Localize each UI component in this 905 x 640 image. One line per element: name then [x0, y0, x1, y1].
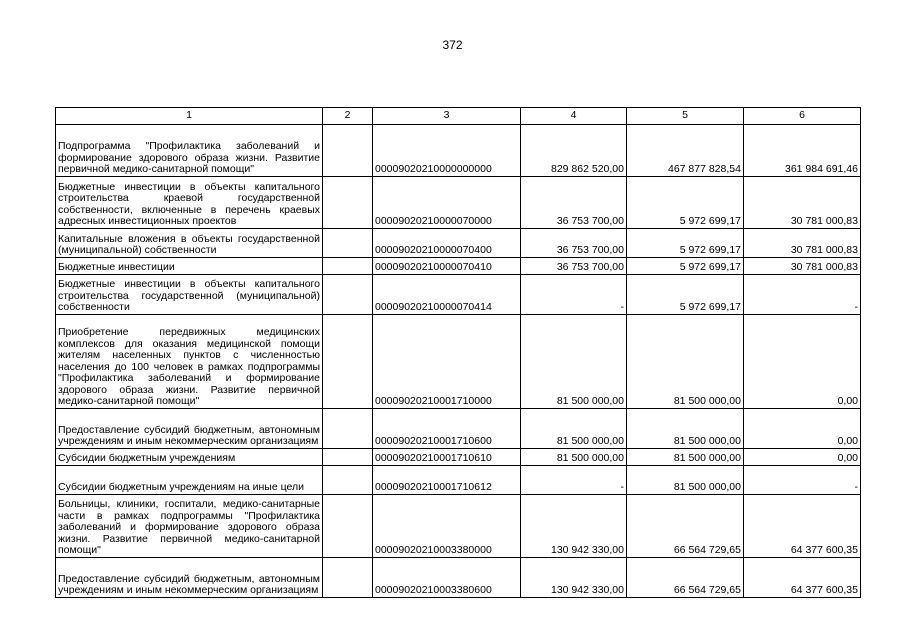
- row-value-5: 5 972 699,17: [627, 275, 744, 315]
- row-col-2: [323, 275, 373, 315]
- table-row: [56, 449, 861, 466]
- row-code: 00009020210000070414: [373, 275, 521, 315]
- table-row: [56, 125, 861, 177]
- row-name: Предоставление субсидий бюджетным, автономным учреждениям и иным некоммерческим организациям: [56, 558, 323, 598]
- row-value-5: 66 564 729,65: [627, 495, 744, 558]
- row-value-6: 64 377 600,35: [744, 558, 861, 598]
- row-value-4: 36 753 700,00: [521, 258, 627, 275]
- row-value-4: 36 753 700,00: [521, 177, 627, 229]
- table-row: [56, 229, 861, 258]
- row-value-4: 81 500 000,00: [521, 409, 627, 449]
- row-code: 00009020210001710610: [373, 449, 521, 466]
- table-row: [56, 275, 861, 315]
- header-col-6: 6: [744, 108, 861, 125]
- table-row: [56, 409, 861, 449]
- row-col-2: [323, 449, 373, 466]
- row-name: Приобретение передвижных медицинских комплексов для оказания медицинской помощи жителям населенных пунктов с численностью населения до 100 человек в рамках подпрограммы "Профилактика заболеваний и формирование здорового образа жизни. Развитие первичной медико-санитарной помощи": [56, 315, 323, 409]
- table-row: [56, 466, 861, 495]
- row-value-5: 81 500 000,00: [627, 449, 744, 466]
- row-value-5: 5 972 699,17: [627, 258, 744, 275]
- row-name: Субсидии бюджетным учреждениям: [56, 449, 323, 466]
- row-value-6: 30 781 000,83: [744, 177, 861, 229]
- row-value-5: 81 500 000,00: [627, 315, 744, 409]
- table-row: [56, 258, 861, 275]
- row-name: Капитальные вложения в объекты государственной (муниципальной) собственности: [56, 229, 323, 258]
- row-code: 00009020210003380600: [373, 558, 521, 598]
- row-value-6: 361 984 691,46: [744, 125, 861, 177]
- row-value-6: 30 781 000,83: [744, 258, 861, 275]
- row-value-4: 130 942 330,00: [521, 558, 627, 598]
- row-value-4: -: [521, 466, 627, 495]
- row-code: 00009020210000000000: [373, 125, 521, 177]
- table-row: [56, 177, 861, 229]
- row-col-2: [323, 315, 373, 409]
- row-code: 00009020210001710000: [373, 315, 521, 409]
- page-number: 372: [442, 38, 463, 52]
- row-code: 00009020210003380000: [373, 495, 521, 558]
- row-value-4: 81 500 000,00: [521, 315, 627, 409]
- table-header-row: [56, 108, 861, 125]
- row-name: Больницы, клиники, госпитали, медико-санитарные части в рамках подпрограммы "Профилактика заболеваний и формирование здорового образа жизни. Развитие первичной медико-санитарной помощи": [56, 495, 323, 558]
- row-code: 00009020210001710600: [373, 409, 521, 449]
- budget-table: [55, 107, 861, 598]
- row-value-6: -: [744, 275, 861, 315]
- row-code: 00009020210000070400: [373, 229, 521, 258]
- row-name: Подпрограмма "Профилактика заболеваний и формирование здорового образа жизни. Развитие первичной медико-санитарной помощи": [56, 125, 323, 177]
- row-col-2: [323, 125, 373, 177]
- row-value-6: 30 781 000,83: [744, 229, 861, 258]
- row-value-4: 36 753 700,00: [521, 229, 627, 258]
- row-value-5: 467 877 828,54: [627, 125, 744, 177]
- row-name: Субсидии бюджетным учреждениям на иные цели: [56, 466, 323, 495]
- row-value-5: 5 972 699,17: [627, 229, 744, 258]
- row-value-6: -: [744, 466, 861, 495]
- row-value-4: 130 942 330,00: [521, 495, 627, 558]
- table-row: [56, 558, 861, 598]
- row-value-5: 5 972 699,17: [627, 177, 744, 229]
- row-code: 00009020210000070410: [373, 258, 521, 275]
- row-col-2: [323, 409, 373, 449]
- row-col-2: [323, 177, 373, 229]
- header-col-1: 1: [56, 108, 323, 125]
- row-value-6: 0,00: [744, 315, 861, 409]
- row-name: Предоставление субсидий бюджетным, автономным учреждениям и иным некоммерческим организациям: [56, 409, 323, 449]
- table-row: [56, 315, 861, 409]
- row-code: 00009020210001710612: [373, 466, 521, 495]
- row-col-2: [323, 466, 373, 495]
- row-value-6: 0,00: [744, 449, 861, 466]
- row-value-5: 66 564 729,65: [627, 558, 744, 598]
- header-col-2: 2: [323, 108, 373, 125]
- row-value-6: 0,00: [744, 409, 861, 449]
- row-name: Бюджетные инвестиции: [56, 258, 323, 275]
- row-value-4: 81 500 000,00: [521, 449, 627, 466]
- header-col-5: 5: [627, 108, 744, 125]
- header-col-3: 3: [373, 108, 521, 125]
- row-name: Бюджетные инвестиции в объекты капитального строительства государственной (муниципальной) собственности: [56, 275, 323, 315]
- header-col-4: 4: [521, 108, 627, 125]
- row-col-2: [323, 558, 373, 598]
- table-row: [56, 495, 861, 558]
- row-col-2: [323, 495, 373, 558]
- row-code: 00009020210000070000: [373, 177, 521, 229]
- row-value-6: 64 377 600,35: [744, 495, 861, 558]
- row-value-4: 829 862 520,00: [521, 125, 627, 177]
- row-name: Бюджетные инвестиции в объекты капитального строительства краевой государственной собственности, включенные в перечень краевых адресных инвестиционных проектов: [56, 177, 323, 229]
- row-value-5: 81 500 000,00: [627, 409, 744, 449]
- row-value-4: -: [521, 275, 627, 315]
- row-col-2: [323, 229, 373, 258]
- row-value-5: 81 500 000,00: [627, 466, 744, 495]
- row-col-2: [323, 258, 373, 275]
